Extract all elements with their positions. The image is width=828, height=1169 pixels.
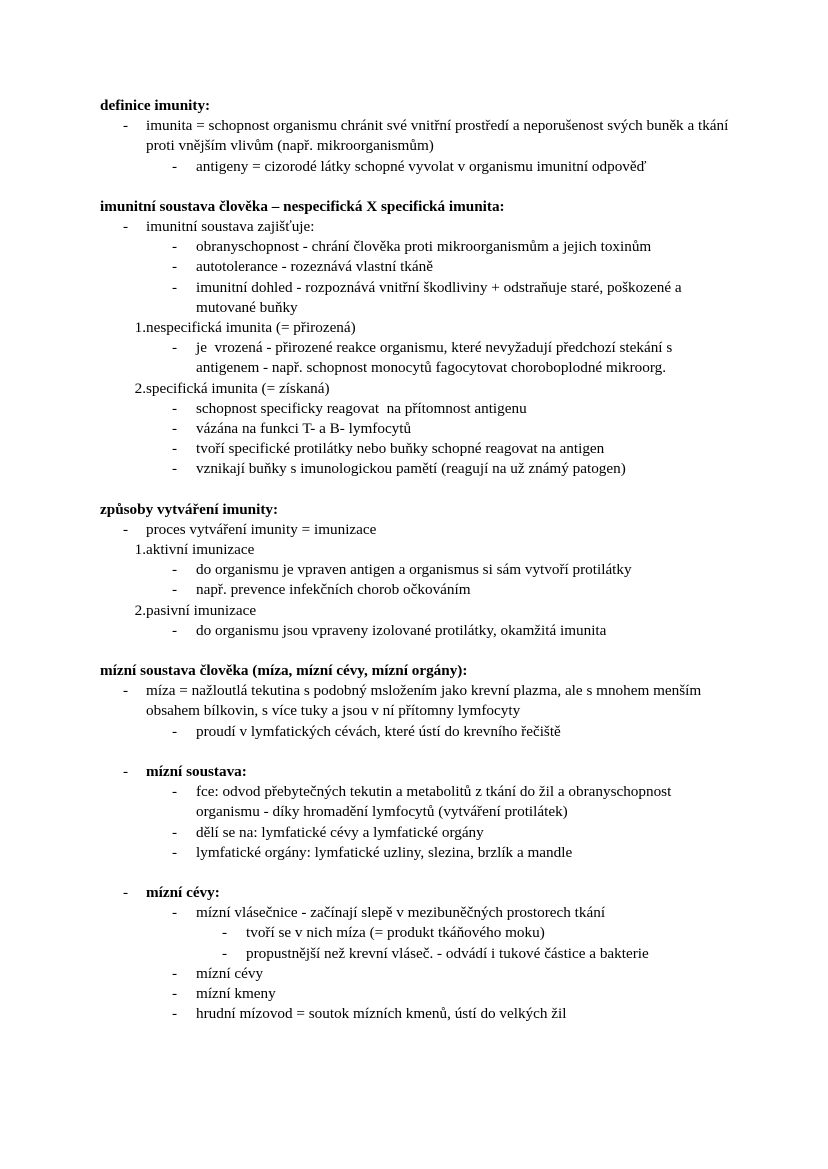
numbered-list-item xyxy=(100,601,736,621)
list-item-text: proces vytváření imunity = imunizace xyxy=(146,520,377,538)
list-item-text: do organismu jsou vpraveny izolované protilátky, okamžitá imunita xyxy=(196,621,607,639)
bullet-list-item xyxy=(100,419,736,439)
list-item-text: obranyschopnost - chrání člověka proti mikroorganismům a jejich toxinům xyxy=(196,238,652,256)
bullet-list-item xyxy=(100,278,736,318)
list-item-text: tvoří se v nich míza (= produkt tkáňového moku) xyxy=(246,924,545,942)
bullet-list-item xyxy=(100,520,736,540)
bullet-list-item xyxy=(100,217,736,237)
paragraph-spacer xyxy=(100,480,736,500)
list-number-marker: 2. xyxy=(134,601,146,619)
section-heading: definice imunity: xyxy=(100,97,211,114)
bullet-dash-icon: - xyxy=(222,924,228,942)
section-heading: mízní soustava člověka (míza, mízní cévy, mízní orgány): xyxy=(100,662,468,680)
bullet-dash-icon: - xyxy=(172,339,178,357)
list-number-marker: 2. xyxy=(134,379,146,397)
paragraph-spacer xyxy=(100,177,736,197)
bullet-list-item xyxy=(100,338,736,378)
paragraph-spacer xyxy=(100,742,736,762)
bullet-list-item xyxy=(100,762,736,782)
bullet-dash-icon: - xyxy=(172,843,178,861)
list-item-text: do organismu je vpraven antigen a organismus si sám vytvoří protilátky xyxy=(196,561,632,579)
bullet-list-item xyxy=(100,459,736,479)
list-item-text: mízní kmeny xyxy=(196,984,276,1002)
list-item-text: pasivní imunizace xyxy=(146,601,257,619)
bullet-dash-icon: - xyxy=(172,399,178,417)
bullet-dash-icon: - xyxy=(123,117,129,135)
list-item-text: dělí se na: lymfatické cévy a lymfatické orgány xyxy=(196,823,484,841)
list-item-text: mízní cévy: xyxy=(146,883,220,901)
bullet-dash-icon: - xyxy=(172,460,178,478)
list-item-text: imunitní soustava zajišťuje: xyxy=(146,218,315,236)
list-item-text: vázána na funkci T- a B- lymfocytů xyxy=(196,420,412,438)
bullet-list-item xyxy=(100,560,736,580)
bullet-list-item xyxy=(100,964,736,984)
bullet-dash-icon: - xyxy=(172,621,178,639)
bullet-list-item xyxy=(100,722,736,742)
paragraph-spacer xyxy=(100,641,736,661)
list-number-marker: 1. xyxy=(134,319,146,337)
bullet-list-item xyxy=(100,903,736,923)
section-heading: imunitní soustava člověka – nespecifická X specifická imunita: xyxy=(100,197,505,215)
bullet-dash-icon: - xyxy=(172,1005,178,1023)
bullet-dash-icon: - xyxy=(123,520,129,538)
list-item-text: mízní cévy xyxy=(196,964,264,982)
list-number-marker: 1. xyxy=(134,541,146,559)
bullet-dash-icon: - xyxy=(172,964,178,982)
bullet-list-item xyxy=(100,984,736,1004)
paragraph-spacer xyxy=(100,863,736,883)
bullet-dash-icon: - xyxy=(172,440,178,458)
list-item-text: nespecifická imunita (= přirozená) xyxy=(146,319,356,337)
list-item-text: propustnější než krevní vláseč. - odvádí i tukové částice a bakterie xyxy=(246,944,649,962)
bullet-dash-icon: - xyxy=(123,762,129,780)
list-item-text: míza = nažloutlá tekutina s podobný msložením jako krevní plazma, ale s mnohem menším obsahem bílkovin, s více tuky a jsou v ní přítomny lymfocyty xyxy=(146,682,705,720)
list-item-text: aktivní imunizace xyxy=(146,541,255,559)
bullet-list-item xyxy=(100,580,736,600)
bullet-dash-icon: - xyxy=(172,561,178,579)
bullet-list-item xyxy=(100,823,736,843)
bullet-dash-icon: - xyxy=(172,581,178,599)
bullet-list-item xyxy=(100,157,736,177)
bullet-dash-icon: - xyxy=(123,682,129,700)
numbered-list-item xyxy=(100,540,736,560)
list-item-text: hrudní mízovod = soutok mízních kmenů, ústí do velkých žil xyxy=(196,1005,567,1023)
bullet-list-item xyxy=(100,883,736,903)
numbered-list-item xyxy=(100,318,736,338)
bullet-list-item xyxy=(100,782,736,822)
bullet-dash-icon: - xyxy=(172,783,178,801)
bullet-list-item xyxy=(100,621,736,641)
bullet-dash-icon: - xyxy=(123,218,129,236)
numbered-list-item xyxy=(100,379,736,399)
bullet-list-item xyxy=(100,944,736,964)
list-item-text: vznikají buňky s imunologickou pamětí (reagují na už známý patogen) xyxy=(196,460,626,478)
bullet-list-item xyxy=(100,923,736,943)
bullet-dash-icon: - xyxy=(172,420,178,438)
list-item-text: specifická imunita (= získaná) xyxy=(146,379,330,397)
bullet-list-item xyxy=(100,257,736,277)
list-item-text: fce: odvod přebytečných tekutin a metabolitů z tkání do žil a obranyschopnost organismu - díky hromadění lymfocytů (vytváření protilátek) xyxy=(196,783,676,821)
list-item-text: imunitní dohled - rozpoznává vnitřní škodliviny + odstraňuje staré, poškozené a mutované buňky xyxy=(196,278,686,316)
document-body xyxy=(100,96,736,1024)
bullet-list-item xyxy=(100,399,736,419)
list-item-text: autotolerance - rozeznává vlastní tkáně xyxy=(196,258,433,276)
bullet-list-item xyxy=(100,439,736,459)
list-item-text: je vrozená - přirozené reakce organismu, které nevyžadují předchozí stekání s antigenem - např. schopnost monocytů fagocytovat choroboplodné mikroorg. xyxy=(196,339,677,377)
bullet-dash-icon: - xyxy=(172,904,178,922)
bullet-dash-icon: - xyxy=(172,722,178,740)
list-item-text: proudí v lymfatických cévách, které ústí do krevního řečiště xyxy=(196,722,561,740)
bullet-dash-icon: - xyxy=(172,157,178,175)
bullet-list-item xyxy=(100,237,736,257)
list-item-text: např. prevence infekčních chorob očkováním xyxy=(196,581,471,599)
bullet-list-item xyxy=(100,116,736,156)
section-heading: způsoby vytváření imunity: xyxy=(100,500,279,518)
list-item-text: mízní vlásečnice - začínají slepě v mezibuněčných prostorech tkání xyxy=(196,904,606,922)
list-item-text: mízní soustava: xyxy=(146,762,247,780)
bullet-list-item xyxy=(100,843,736,863)
bullet-list-item xyxy=(100,1004,736,1024)
list-item-text: imunita = schopnost organismu chránit své vnitřní prostředí a neporušenost svých buněk a tkání proti vnějším vlivům (např. mikroorganismům) xyxy=(146,117,733,155)
list-item-text: antigeny = cizorodé látky schopné vyvolat v organismu imunitní odpověď xyxy=(196,157,647,175)
list-item-text: lymfatické orgány: lymfatické uzliny, slezina, brzlík a mandle xyxy=(196,843,573,861)
bullet-dash-icon: - xyxy=(172,984,178,1002)
bullet-dash-icon: - xyxy=(172,238,178,256)
bullet-list-item xyxy=(100,681,736,721)
bullet-dash-icon: - xyxy=(222,944,228,962)
bullet-dash-icon: - xyxy=(123,883,129,901)
bullet-dash-icon: - xyxy=(172,278,178,296)
bullet-dash-icon: - xyxy=(172,823,178,841)
bullet-dash-icon: - xyxy=(172,258,178,276)
list-item-text: tvoří specifické protilátky nebo buňky schopné reagovat na antigen xyxy=(196,440,605,458)
list-item-text: schopnost specificky reagovat na přítomnost antigenu xyxy=(196,399,527,417)
